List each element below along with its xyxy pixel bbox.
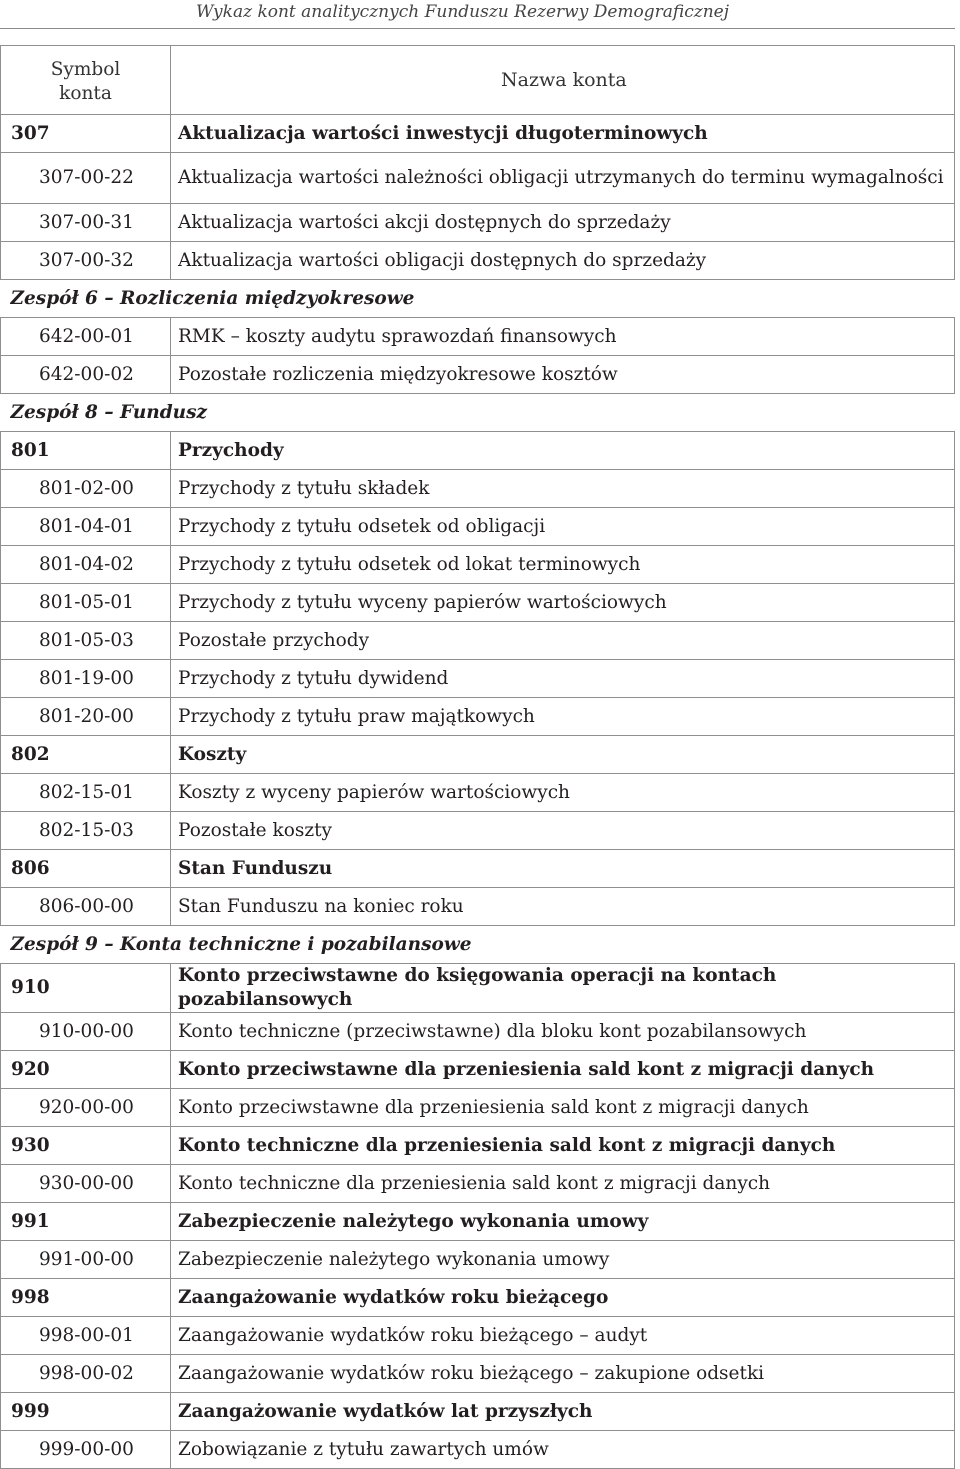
account-symbol: 642-00-01	[1, 318, 171, 356]
account-group-row	[1, 1127, 955, 1165]
account-name: Przychody z tytułu odsetek od lokat terminowych	[171, 546, 955, 584]
account-row	[1, 508, 955, 546]
account-group-row	[1, 736, 955, 774]
account-row	[1, 153, 955, 204]
account-symbol: 910-00-00	[1, 1013, 171, 1051]
account-symbol: 801-04-02	[1, 546, 171, 584]
account-symbol: 998-00-01	[1, 1317, 171, 1355]
symbol-column-header	[1, 46, 171, 115]
account-symbol: 920-00-00	[1, 1089, 171, 1127]
account-name: Zabezpieczenie należytego wykonania umowy	[171, 1203, 955, 1241]
running-title: Wykaz kont analitycznych Funduszu Rezerwy Demograficznej	[195, 2, 729, 22]
account-row	[1, 470, 955, 508]
account-name: Konto przeciwstawne dla przeniesienia sald kont z migracji danych	[171, 1089, 955, 1127]
account-name: Pozostałe rozliczenia międzyokresowe kosztów	[171, 356, 955, 394]
account-row	[1, 774, 955, 812]
account-symbol: 802	[1, 736, 171, 774]
account-row	[1, 546, 955, 584]
account-row	[1, 1165, 955, 1203]
account-row	[1, 356, 955, 394]
group-heading: Zespół 6 – Rozliczenia międzyokresowe	[1, 280, 955, 318]
account-symbol: 999-00-00	[1, 1431, 171, 1469]
account-name: Aktualizacja wartości należności obligacji utrzymanych do terminu wymagalności	[171, 153, 955, 204]
account-row	[1, 622, 955, 660]
account-symbol: 801-19-00	[1, 660, 171, 698]
account-name: Zaangażowanie wydatków roku bieżącego – audyt	[171, 1317, 955, 1355]
account-row	[1, 1431, 955, 1469]
account-row	[1, 1013, 955, 1051]
account-group-row	[1, 1203, 955, 1241]
account-row	[1, 1089, 955, 1127]
account-name: Przychody z tytułu praw majątkowych	[171, 698, 955, 736]
account-name: Aktualizacja wartości inwestycji długoterminowych	[171, 115, 955, 153]
account-row	[1, 812, 955, 850]
account-symbol: 930-00-00	[1, 1165, 171, 1203]
account-name: Aktualizacja wartości obligacji dostępnych do sprzedaży	[171, 242, 955, 280]
account-symbol: 307	[1, 115, 171, 153]
account-symbol: 801-20-00	[1, 698, 171, 736]
account-symbol: 802-15-01	[1, 774, 171, 812]
account-name: Aktualizacja wartości akcji dostępnych do sprzedaży	[171, 204, 955, 242]
account-symbol: 801-02-00	[1, 470, 171, 508]
account-name: RMK – koszty audytu sprawozdań finansowych	[171, 318, 955, 356]
account-symbol: 991	[1, 1203, 171, 1241]
account-group-row	[1, 115, 955, 153]
account-name: Przychody z tytułu składek	[171, 470, 955, 508]
account-row	[1, 204, 955, 242]
account-symbol: 801-05-03	[1, 622, 171, 660]
account-name: Koszty	[171, 736, 955, 774]
symbol-header-line1: Symbol	[50, 59, 121, 80]
account-symbol: 307-00-32	[1, 242, 171, 280]
account-group-row	[1, 1051, 955, 1089]
accounts-table	[0, 45, 955, 1469]
account-group-row	[1, 850, 955, 888]
account-symbol: 307-00-22	[1, 153, 171, 204]
account-symbol: 802-15-03	[1, 812, 171, 850]
account-name: Zabezpieczenie należytego wykonania umowy	[171, 1241, 955, 1279]
account-symbol: 910	[1, 964, 171, 1013]
account-name: Przychody z tytułu wyceny papierów wartościowych	[171, 584, 955, 622]
group-heading: Zespół 8 – Fundusz	[1, 394, 955, 432]
account-row	[1, 1317, 955, 1355]
table-header-row	[1, 46, 955, 115]
account-group-row	[1, 1393, 955, 1431]
account-name: Przychody z tytułu odsetek od obligacji	[171, 508, 955, 546]
group-heading-row	[1, 280, 955, 318]
account-symbol: 801	[1, 432, 171, 470]
account-symbol: 998	[1, 1279, 171, 1317]
account-name: Zobowiązanie z tytułu zawartych umów	[171, 1431, 955, 1469]
account-name: Przychody z tytułu dywidend	[171, 660, 955, 698]
account-symbol: 998-00-02	[1, 1355, 171, 1393]
account-symbol: 806-00-00	[1, 888, 171, 926]
account-row	[1, 242, 955, 280]
account-row	[1, 318, 955, 356]
account-name: Zaangażowanie wydatków roku bieżącego – zakupione odsetki	[171, 1355, 955, 1393]
page-header	[0, 0, 955, 29]
account-name: Stan Funduszu na koniec roku	[171, 888, 955, 926]
account-symbol: 920	[1, 1051, 171, 1089]
account-row	[1, 698, 955, 736]
account-symbol: 307-00-31	[1, 204, 171, 242]
account-name: Zaangażowanie wydatków roku bieżącego	[171, 1279, 955, 1317]
account-symbol: 801-05-01	[1, 584, 171, 622]
account-symbol: 806	[1, 850, 171, 888]
account-name: Konto przeciwstawne dla przeniesienia sald kont z migracji danych	[171, 1051, 955, 1089]
account-symbol: 801-04-01	[1, 508, 171, 546]
name-column-header: Nazwa konta	[171, 46, 955, 115]
account-name: Pozostałe przychody	[171, 622, 955, 660]
account-symbol: 999	[1, 1393, 171, 1431]
accounts-table-container	[0, 45, 955, 1469]
account-symbol: 991-00-00	[1, 1241, 171, 1279]
account-group-row	[1, 432, 955, 470]
account-name: Konto techniczne (przeciwstawne) dla bloku kont pozabilansowych	[171, 1013, 955, 1051]
group-heading: Zespół 9 – Konta techniczne i pozabilansowe	[1, 926, 955, 964]
account-row	[1, 1355, 955, 1393]
account-symbol: 930	[1, 1127, 171, 1165]
group-heading-row	[1, 394, 955, 432]
group-heading-row	[1, 926, 955, 964]
symbol-header-line2: konta	[59, 83, 112, 104]
account-name: Stan Funduszu	[171, 850, 955, 888]
account-name: Przychody	[171, 432, 955, 470]
account-name: Konto techniczne dla przeniesienia sald kont z migracji danych	[171, 1127, 955, 1165]
account-row	[1, 1241, 955, 1279]
account-row	[1, 584, 955, 622]
account-name: Konto techniczne dla przeniesienia sald kont z migracji danych	[171, 1165, 955, 1203]
account-row	[1, 888, 955, 926]
account-row	[1, 660, 955, 698]
account-name: Koszty z wyceny papierów wartościowych	[171, 774, 955, 812]
account-name: Zaangażowanie wydatków lat przyszłych	[171, 1393, 955, 1431]
account-symbol: 642-00-02	[1, 356, 171, 394]
account-name: Konto przeciwstawne do księgowania operacji na kontach pozabilansowych	[171, 964, 955, 1013]
account-group-row	[1, 964, 955, 1013]
account-name: Pozostałe koszty	[171, 812, 955, 850]
account-group-row	[1, 1279, 955, 1317]
